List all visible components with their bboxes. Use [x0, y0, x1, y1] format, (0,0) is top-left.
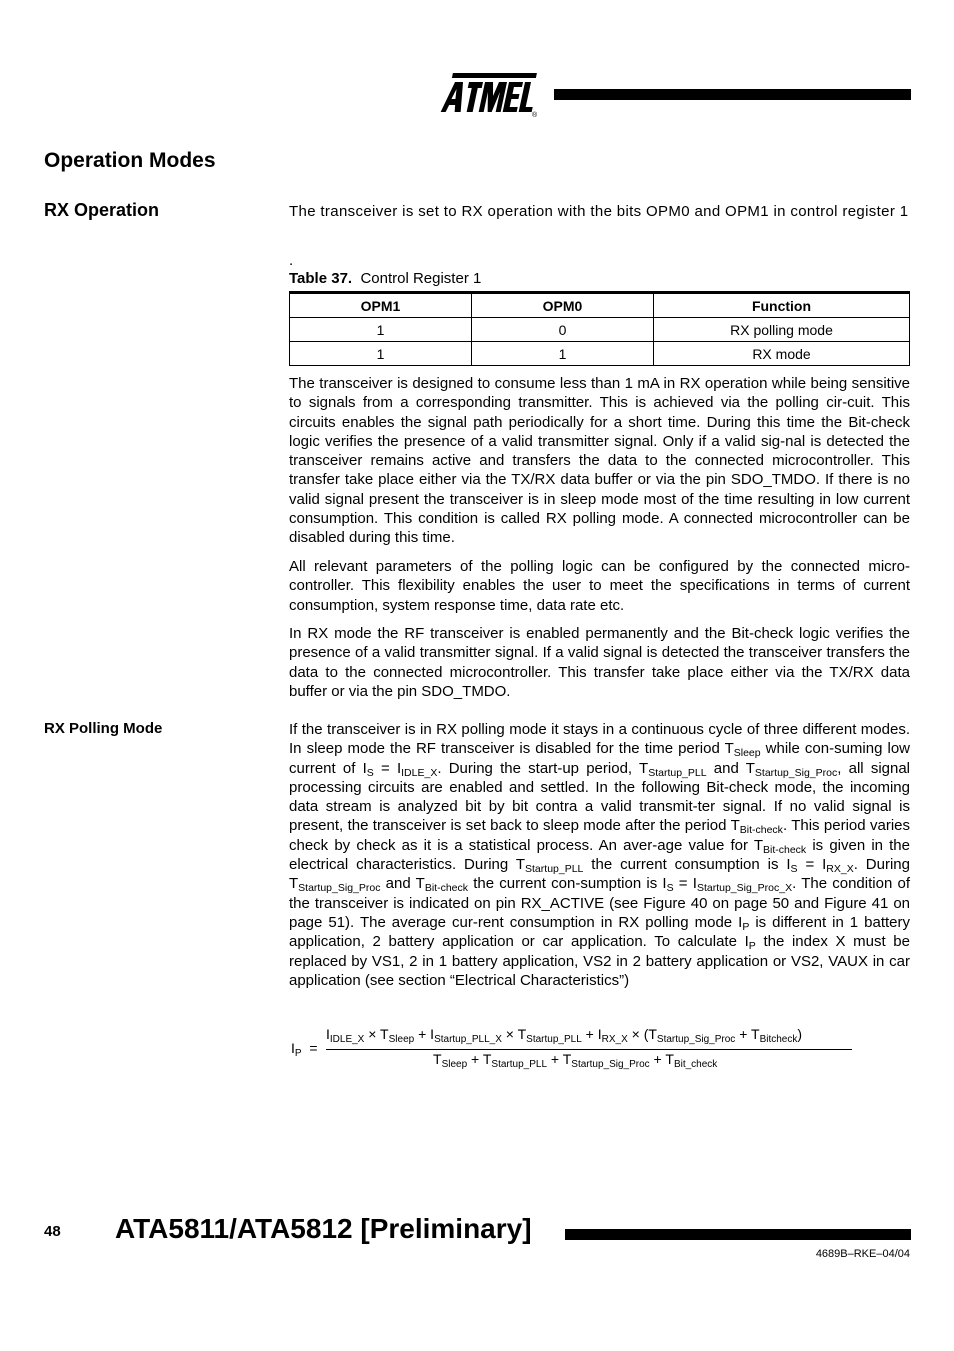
formula-text: + T: [547, 1051, 572, 1067]
formula-text: + I: [414, 1026, 435, 1042]
text-run: . During T: [289, 856, 910, 893]
stray-dot: .: [289, 252, 294, 269]
header-rule: [554, 89, 911, 100]
table-header-cell: OPM0: [472, 293, 654, 318]
formula-subscript: Startup_PLL_X: [434, 1034, 502, 1045]
formula-subscript: Startup_PLL: [526, 1034, 582, 1045]
subscript: S: [666, 882, 674, 895]
average-current-formula: [289, 1026, 859, 1076]
formula-subscript: Sleep: [388, 1034, 415, 1045]
paragraph-rx-consumption: The transceiver is designed to consume less than 1 mA in RX operation while being sensitive to signals from a corresponding transmitter. This is achieved via the polling cir-cuit. This circuits enables the signal path periodically for a short time. During this time the Bit-check logic verifies the presence of a valid transmitter signal. Only if a valid sig-nal is detected the transceiver remains active and transfers the data to the connected microcontroller. This transfer take place either via the TX/RX data buffer or via the pin SDO_TMDO. If there is no valid signal present the transceiver is in sleep mode most of the time resulting in low current consumption. This condition is called RX polling mode. A connected microcontroller can be disabled during this time.: [289, 375, 910, 547]
subscript: Startup_Sig_Proc: [754, 766, 838, 779]
text-run: = I: [673, 875, 697, 893]
table-cell: 1: [290, 318, 472, 342]
text-run: while con-suming low current of I: [289, 740, 910, 777]
text-run: and T: [706, 759, 755, 777]
formula-denominator: [433, 1051, 718, 1070]
text-run: . During the start-up period, T: [437, 759, 649, 777]
control-register-table: [289, 291, 910, 366]
table-row: [290, 342, 910, 366]
subscript: Startup_Sig_Proc: [298, 882, 381, 895]
subscript: Bit-check: [763, 843, 807, 856]
text-run: , all signal processing circuits are enabled and settled. In the following Bit-check mode, the incoming data stream is analyzed bit by bit contra a valid transmit-ter signal. If no valid signal is present, the transceiver is set back to sleep mode after the period T: [289, 759, 911, 835]
formula-text: + T: [467, 1051, 492, 1067]
text-run: the current consumption is I: [583, 856, 791, 874]
subscript: Sleep: [733, 747, 761, 760]
text-run: is different in 1 battery application, 2 battery application or car application. To calculate I: [289, 913, 910, 951]
document-title: ATA5811/ATA5812 [Preliminary]: [115, 1213, 532, 1244]
formula-equals: =: [309, 1040, 318, 1056]
atmel-logo: [440, 68, 540, 118]
text-run: If the transceiver is in RX polling mode it stays in a continuous cycle of three different modes. In sleep mode the RF transceiver is disabled for the time period T: [289, 721, 910, 758]
table-caption-text: Control Register 1: [360, 270, 482, 287]
paragraph-rx-mode: In RX mode the RF transceiver is enabled permanently and the Bit-check logic verifies the presence of a valid transmitter signal. If a valid signal is detected the transceiver transfers the data to the connected microcontroller. This transfer take place either via the TX/RX data buffer or via the pin SDO_TMDO.: [289, 625, 910, 700]
section-title-rx-operation: RX Operation: [44, 200, 160, 220]
formula-text: T: [433, 1051, 442, 1067]
table-header-row: [290, 293, 910, 318]
table-header-cell: Function: [654, 293, 910, 318]
subscript: S: [366, 766, 374, 779]
formula-lhs: [291, 1040, 318, 1059]
subscript: IDLE_X: [401, 766, 438, 779]
section-title-operation-modes: Operation Modes: [44, 149, 216, 172]
text-run: the index X must be replaced by VS1, 2 in 1 battery application, VS2 in 2 battery application or VS2, VAUX in car application (see section “Electrical Characteristics”): [289, 933, 910, 989]
formula-text: × (T: [627, 1026, 657, 1042]
formula-text: I: [326, 1026, 330, 1042]
footer-rule: [565, 1229, 911, 1240]
text-run: is given in the electrical characteristics. During T: [289, 836, 910, 874]
table-cell: RX mode: [654, 342, 910, 366]
formula-text: + T: [649, 1051, 674, 1067]
intro-paragraph: The transceiver is set to RX operation with the bits OPM0 and OPM1 in control register 1: [289, 203, 909, 220]
formula-subscript: Sleep: [441, 1059, 468, 1070]
table-row: [290, 318, 910, 342]
subscript: RX_X: [826, 863, 854, 876]
formula-text: + I: [581, 1026, 602, 1042]
text-run: . This period varies check by check as it is a statistical process. An aver-age value for T: [289, 817, 910, 854]
text-run: the current con-sumption is I: [468, 875, 667, 893]
subscript: Bit-check: [424, 882, 468, 895]
text-run: = I: [797, 856, 827, 874]
table-cell: 1: [472, 342, 654, 366]
document-number: 4689B–RKE–04/04: [815, 1248, 910, 1260]
formula-text: × T: [364, 1026, 389, 1042]
registered-mark: ®: [532, 112, 538, 118]
text-run: and T: [380, 875, 425, 893]
formula-subscript: RX_X: [601, 1034, 628, 1045]
subscript: P: [742, 920, 750, 933]
formula-subscript: Startup_PLL: [491, 1059, 548, 1070]
formula-text: × T: [501, 1026, 527, 1042]
text-run: = I: [373, 759, 402, 777]
subscript: Startup_PLL: [525, 863, 584, 876]
subscript: Startup_Sig_Proc_X: [696, 882, 793, 895]
page-number: 48: [44, 1223, 61, 1240]
table-caption: [289, 270, 481, 287]
fraction-bar: [326, 1049, 852, 1050]
subscript: S: [790, 863, 798, 876]
formula-numerator: [326, 1026, 803, 1045]
table-cell: RX polling mode: [654, 318, 910, 342]
formula-subscript: Bit_check: [673, 1059, 718, 1070]
table-header-cell: OPM1: [290, 293, 472, 318]
formula-subscript: Startup_Sig_Proc: [571, 1059, 650, 1070]
formula-text: ): [797, 1026, 803, 1042]
paragraph-rx-polling-mode: [289, 720, 910, 990]
formula-text: + T: [735, 1026, 760, 1042]
table-cell: 1: [290, 342, 472, 366]
paragraph-polling-parameters: All relevant parameters of the polling logic can be configured by the connected micro-controller. This flexibility enables the user to meet the specifications in terms of current consumption, system response time, data rate etc.: [289, 558, 910, 614]
formula-subscript: Startup_Sig_Proc: [656, 1034, 736, 1045]
text-run: . The condition of the transceiver is indicated on pin RX_ACTIVE (see Figure 40 on page 50 and Figure 41 on page 51). The average cur-rent consumption in RX polling mode I: [289, 875, 910, 931]
formula-subscript: IDLE_X: [329, 1034, 365, 1045]
table-caption-label: Table 37.: [289, 270, 353, 287]
formula-text: I: [291, 1040, 295, 1056]
subscript: Bit-check: [739, 824, 783, 837]
section-title-rx-polling-mode: RX Polling Mode: [44, 720, 163, 737]
table-cell: 0: [472, 318, 654, 342]
formula-subscript: Bitcheck: [759, 1034, 798, 1045]
subscript: Startup_PLL: [648, 766, 707, 779]
formula-subscript: P: [294, 1048, 302, 1059]
subscript: P: [748, 940, 756, 953]
